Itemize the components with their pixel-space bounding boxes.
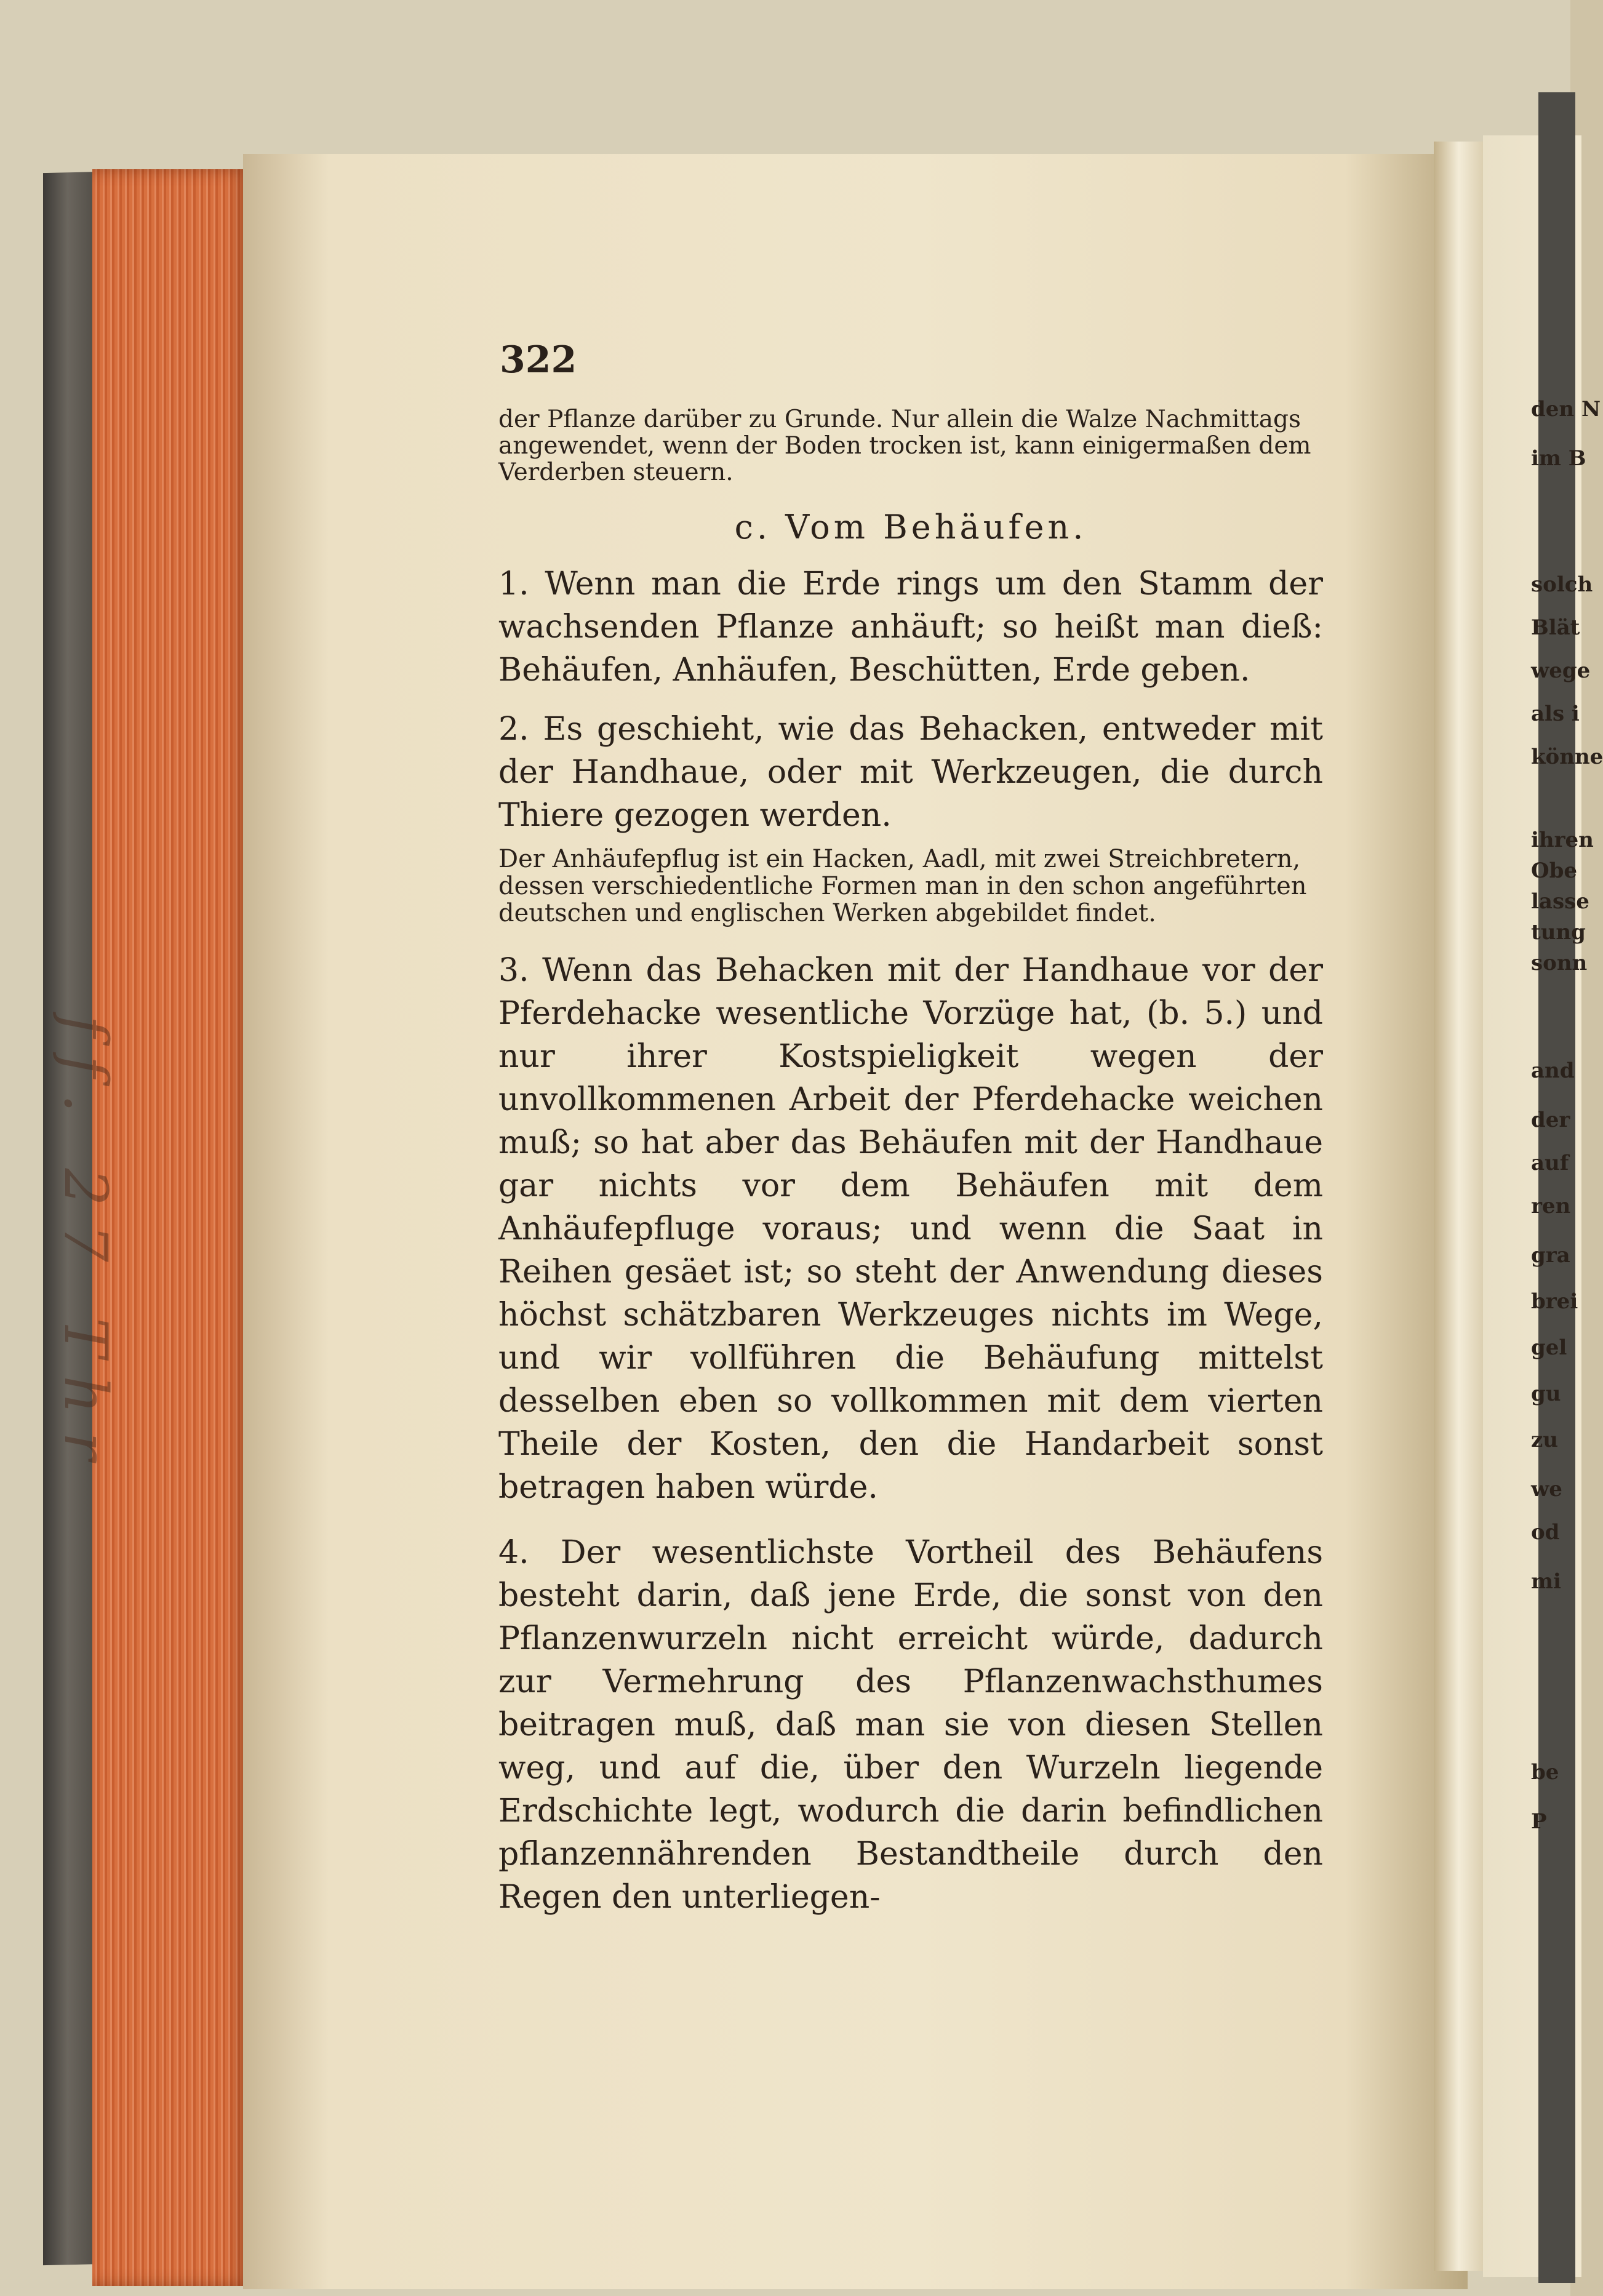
edge-fragment: we — [1531, 1477, 1562, 1502]
edge-fragment: im B — [1531, 446, 1586, 471]
paragraph-2: 2. Es geschieht, wie das Behacken, entweder mit der Handhaue, oder mit Werkzeugen, die durch Thiere gezogen werden. — [498, 711, 1323, 834]
edge-fragment: gel — [1531, 1335, 1567, 1360]
edge-fragment: wege — [1531, 658, 1591, 683]
paragraph-3: 3. Wenn das Behacken mit der Handhaue vor der Pferdehacke wesentliche Vorzüge hat, (b. 5.) und nur ihrer Kostspieligkeit wegen der unvollkommenen Arbeit der Pferdehacke weichen muß; so hat aber das Behäufen mit der Handhaue gar nichts vor dem Behäufen mit dem Anhäufepfluge voraus; und wenn die Saat in Reihen gesäet ist; so steht der Anwendung dieses höchst schätzbaren Werkzeuges nichts im Wege, und wir vollführen die Behäufung mittelst desselben eben so vollkommen mit dem vierten Theile der Kosten, den die Handarbeit sonst betragen haben würde. — [498, 952, 1323, 1506]
edge-fragment: könne — [1531, 745, 1603, 769]
intro-paragraph: der Pflanze darüber zu Grunde. Nur allein die Walze Nachmittags angewendet, wenn der Boden trocken ist, kann einigermaßen dem Verderben steuern. — [498, 406, 1311, 486]
edge-fragment: auf — [1531, 1151, 1569, 1175]
edge-fragment: mi — [1531, 1569, 1561, 1594]
edge-fragment: tung — [1531, 920, 1586, 945]
paragraph-4: 4. Der wesentlichste Vortheil des Behäufens besteht darin, daß jene Erde, die sonst von den Pflanzenwurzeln nicht erreicht würde, dadurch zur Vermehrung des Pflanzenwachsthumes beitragen muß, daß man sie von diesen Stellen weg, und auf die, über den Wurzeln liegende Erdschichte legt, wodurch die darin befindlichen pflanzennährenden Bestandtheile durch den Regen den unterliegen- — [498, 1534, 1323, 1916]
edge-fragment: and — [1531, 1058, 1575, 1083]
edge-fragment: zu — [1531, 1428, 1559, 1452]
edge-fragment: od — [1531, 1520, 1560, 1545]
edge-fragment: ihren — [1531, 828, 1594, 852]
page-gutter — [1434, 142, 1489, 2271]
edge-fragment: ren — [1531, 1194, 1571, 1218]
edge-fragment: P — [1531, 1809, 1547, 1834]
edge-fragment: solch — [1531, 572, 1593, 597]
edge-fragment: gra — [1531, 1243, 1570, 1268]
section-heading: c. Vom Behäufen. — [734, 508, 1087, 546]
edge-fragment: der — [1531, 1108, 1570, 1132]
handwritten-margin-note: ff. 27 Thr — [51, 1015, 120, 1479]
edge-fragment: Obe — [1531, 858, 1578, 883]
edge-fragment: sonn — [1531, 951, 1588, 975]
edge-fragment: den N — [1531, 397, 1601, 422]
page-text — [498, 406, 1323, 1919]
edge-fragment: gu — [1531, 1382, 1561, 1406]
edge-fragment: lasse — [1531, 889, 1589, 914]
edge-fragment: be — [1531, 1760, 1559, 1785]
page-number: 322 — [500, 338, 577, 382]
edge-fragment: brei — [1531, 1289, 1578, 1314]
edge-fragment: Blät — [1531, 615, 1580, 640]
paragraph-1: 1. Wenn man die Erde rings um den Stamm der wachsenden Pflanze anhäuft; so heißt man dieß: Behäufen, Anhäufen, Beschütten, Erde geben. — [498, 566, 1323, 689]
edge-fragment: als i — [1531, 702, 1580, 726]
note-paragraph: Der Anhäufepflug ist ein Hacken, Aadl, mit zwei Streichbretern, dessen verschiedentliche Formen man in den schon angeführten deutschen und englischen Werken abgebildet findet. — [498, 845, 1307, 927]
